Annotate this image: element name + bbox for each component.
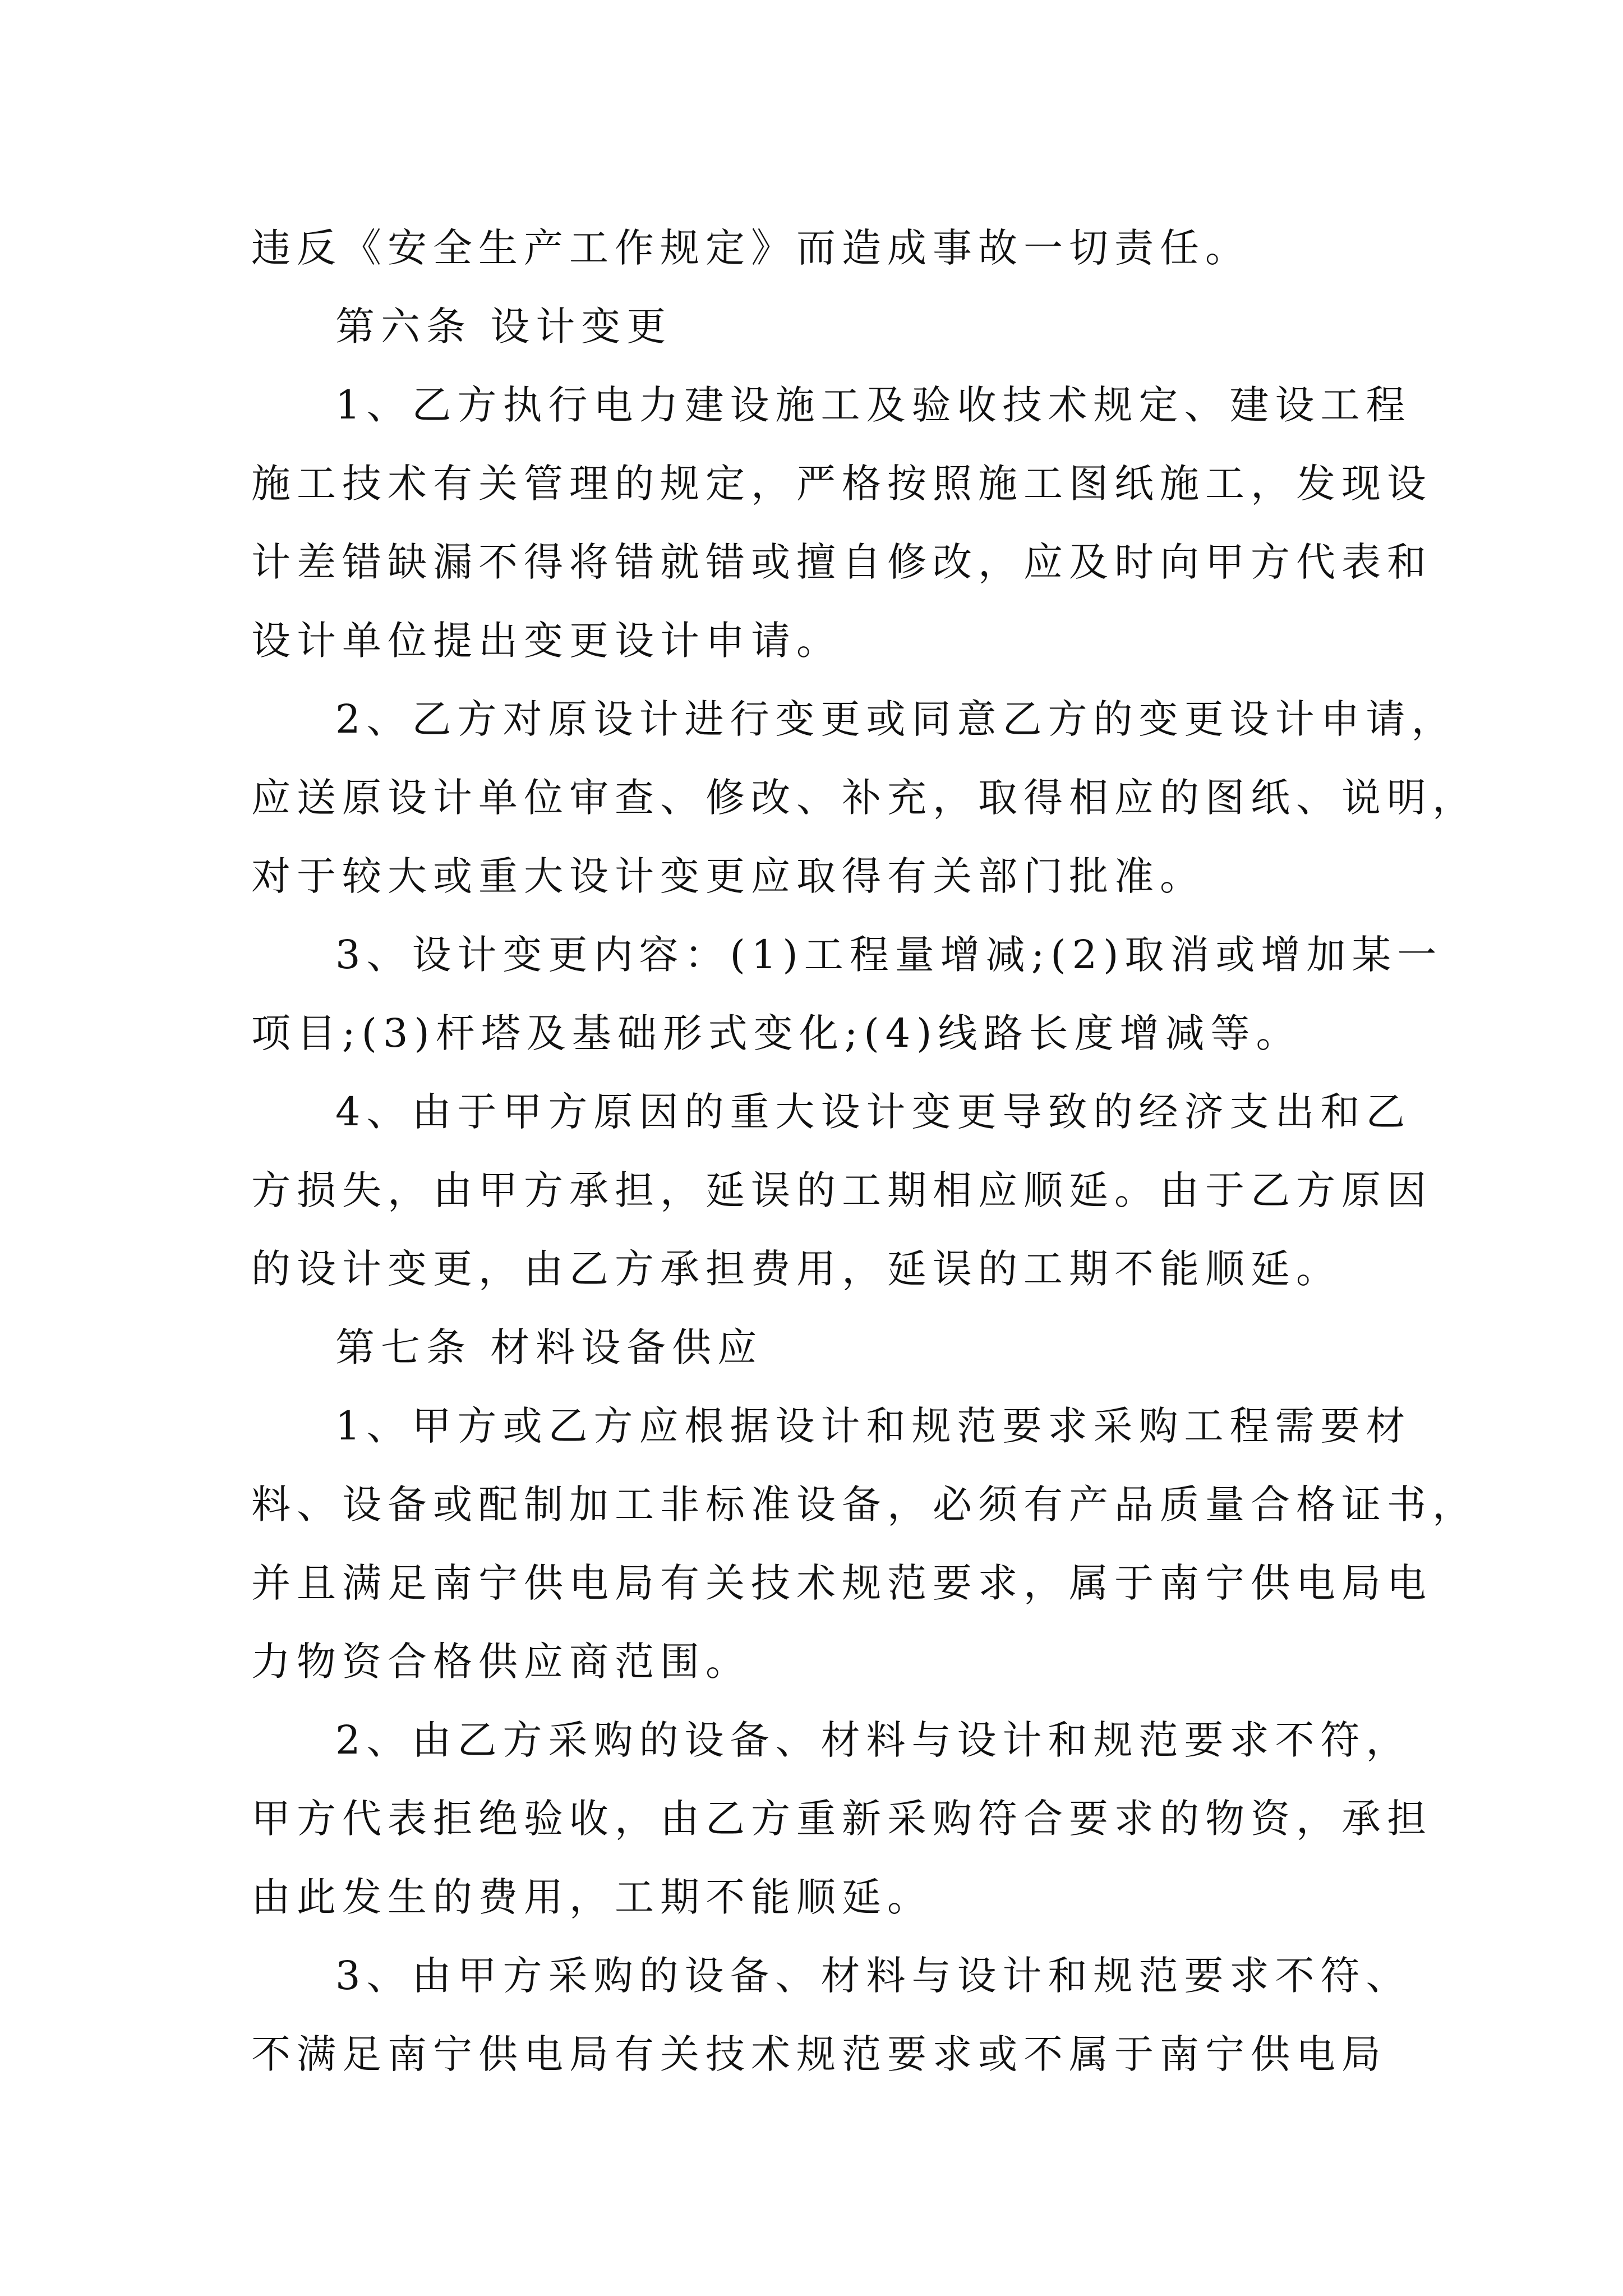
text-line: 力物资合格供应商范围。 (251, 1639, 751, 1685)
text-line: 3、由甲方采购的设备、材料与设计和规范要求不符、 (335, 1953, 1412, 1999)
text-line: 甲方代表拒绝验收，由乙方重新采购符合要求的物资，承担 (251, 1796, 1432, 1842)
article-heading: 第六条 设计变更 (335, 303, 672, 349)
text-line: 2、乙方对原设计进行变更或同意乙方的变更设计申请， (335, 696, 1457, 742)
text-line: 不满足南宁供电局有关技术规范要求或不属于南宁供电局 (251, 2031, 1387, 2077)
text-line: 违反《安全生产工作规定》而造成事故一切责任。 (251, 225, 1251, 271)
text-line: 4、由于甲方原因的重大设计变更导致的经济支出和乙 (335, 1089, 1412, 1135)
text-line: 料、设备或配制加工非标准设备，必须有产品质量合格证书， (251, 1481, 1478, 1527)
text-line: 的设计变更，由乙方承担费用，延误的工期不能顺延。 (251, 1246, 1341, 1292)
text-line: 并且满足南宁供电局有关技术规范要求，属于南宁供电局电 (251, 1560, 1432, 1606)
text-line: 2、由乙方采购的设备、材料与设计和规范要求不符， (335, 1717, 1412, 1763)
text-line: 对于较大或重大设计变更应取得有关部门批准。 (251, 853, 1205, 899)
text-line: 由此发生的费用，工期不能顺延。 (251, 1874, 933, 1920)
article-heading: 第七条 材料设备供应 (335, 1324, 763, 1370)
text-line: 方损失，由甲方承担，延误的工期相应顺延。由于乙方原因 (251, 1167, 1432, 1213)
text-line: 应送原设计单位审查、修改、补充，取得相应的图纸、说明， (251, 775, 1478, 821)
text-line: 1、乙方执行电力建设施工及验收技术规定、建设工程 (335, 382, 1412, 428)
text-line: 1、甲方或乙方应根据设计和规范要求采购工程需要材 (335, 1403, 1412, 1449)
text-line: 设计单位提出变更设计申请。 (251, 618, 842, 664)
text-line: 3、设计变更内容：(1)工程量增减;(2)取消或增加某一 (335, 932, 1443, 978)
text-line: 施工技术有关管理的规定，严格按照施工图纸施工，发现设 (251, 461, 1432, 507)
text-line: 计差错缺漏不得将错就错或擅自修改，应及时向甲方代表和 (251, 539, 1432, 585)
text-line: 项目;(3)杆塔及基础形式变化;(4)线路长度增减等。 (251, 1010, 1302, 1056)
